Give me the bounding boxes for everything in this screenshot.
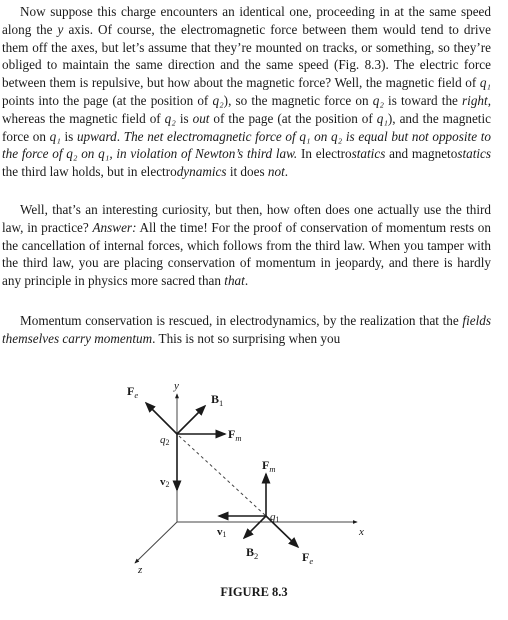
text-run: and magneto — [385, 146, 458, 162]
text-run: , whereas the magnetic field of — [2, 92, 491, 126]
text-run: is — [175, 110, 193, 126]
text-run: q₁ — [479, 75, 491, 91]
text-run: statics — [351, 146, 386, 162]
text-run: points into the page (at the position of — [2, 92, 213, 108]
figure-caption: FIGURE 8.3 — [220, 585, 288, 599]
text-run: . — [116, 128, 124, 144]
text-run: q₂ — [164, 110, 176, 126]
text-run: . This is not so surprising when you — [152, 330, 341, 346]
text-run: The net electromagnetic force of q₁ on q₂ is equal but not opposite to the force of q₂ on q₁, in violation of Newton’s third law. — [2, 128, 491, 162]
text-run: . — [244, 273, 249, 289]
text-run: Well, that’s an interesting curiosity, but then, how often does one actually use the third law, in practice? — [2, 202, 491, 235]
text-run: not — [267, 164, 285, 180]
text-run: fields themselves carry momentum — [2, 313, 491, 346]
b1-vector — [177, 406, 205, 434]
fm-up-label: $F_m$ — [262, 458, 276, 474]
text-run: All the time! For the proof of conservation of momentum rests on the cancellation of internal forces, which follows from the third law. When you tamper with the third law, you are placing conservation of momentum in jeopardy, and there is hardly any principle in physics more sacred than — [2, 219, 491, 289]
paragraph-3 — [2, 312, 491, 348]
text-run: q₂ — [372, 92, 384, 108]
text-run: out — [192, 110, 210, 126]
text-run: q₁ — [49, 128, 61, 144]
paragraph-1 — [2, 3, 491, 181]
text-run: y — [57, 21, 64, 37]
fe-left-vector — [146, 403, 177, 434]
text-run: dynamics — [176, 164, 227, 180]
paragraph-2 — [2, 201, 491, 290]
text-run: it does — [226, 164, 268, 180]
text-run: q₂ — [212, 92, 224, 108]
text-run: is toward the — [383, 92, 463, 108]
figure-8-3-diagram — [0, 372, 508, 584]
fe-right-label: $F_e$ — [302, 550, 314, 566]
text-run: is — [60, 128, 77, 144]
text-run: . — [284, 164, 289, 180]
text-run: ), and the magnetic force on — [2, 110, 491, 144]
v2-label: v2 — [160, 476, 170, 489]
text-run: that — [224, 273, 245, 289]
text-run: the third law holds, but in electro — [2, 164, 177, 180]
z-axis-label: z — [138, 564, 143, 576]
text-run: of the page (at the position of — [209, 110, 377, 126]
x-axis-label: x — [359, 526, 364, 538]
b1-label: $B_1$ — [211, 392, 224, 408]
separation-dashed-line — [179, 436, 266, 516]
text-run: In electro — [297, 146, 352, 162]
text-run: right — [462, 92, 488, 108]
b2-vector — [244, 516, 266, 538]
v1-label: v1 — [217, 526, 227, 539]
text-run: statics — [457, 146, 492, 162]
text-run: Now suppose this charge encounters an identical one, proceeding in at the same speed along the — [2, 4, 491, 37]
b2-label: $B_2$ — [246, 545, 259, 561]
text-run: ), so the magnetic force on — [223, 92, 373, 108]
y-axis-label: y — [174, 380, 179, 392]
z-axis-line — [135, 522, 177, 563]
text-run: upward — [76, 128, 117, 144]
text-run: axis. Of course, the electromagnetic force between them would tend to drive them off the axes, but let’s assume that they’re mounted on tracks, or something, so they’re obliged to maintain the same direction and the same speed (Fig. 8.3). The electric force between them is repulsive, but how about the magnetic force? Well, the magnetic field of — [2, 21, 491, 91]
q1-label: q1 — [270, 511, 280, 524]
text-run: q₁ — [376, 110, 388, 126]
text-run: Answer: — [92, 219, 137, 235]
fm-right-label: $F_m$ — [228, 427, 242, 443]
fe-left-label: $F_e$ — [127, 384, 139, 400]
text-run: Momentum conservation is rescued, in electrodynamics, by the realization that the — [20, 313, 463, 328]
q2-label: q2 — [160, 434, 170, 447]
